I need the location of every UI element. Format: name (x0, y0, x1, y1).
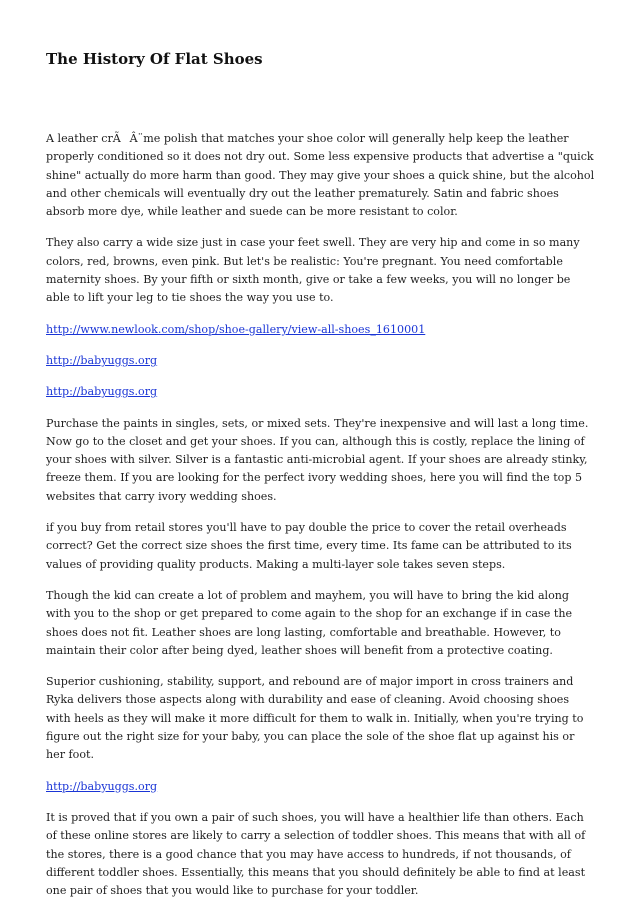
babyuggs-link[interactable]: http://babyuggs.org (46, 779, 158, 793)
paragraph-kid-shop: Though the kid can create a lot of problem and mayhem, you will have to bring the kid along with you to the shop or get prepared to come again to the shop for an exchange if in case the shoes does not fit. Leather shoes are long lasting, comfortable and breathable. However, to maintain their color after being dyed, leather shoes will benefit from a protective coating. (46, 588, 573, 657)
paragraph-toddler-shoes: It is proved that if you own a pair of such shoes, you will have a healthier life than others. Each of these online stores are likely to carry a selection of toddler shoes. This means that with all of the stores, there is a good chance that you may have access to hundreds, if not thousands, of different toddler shoes. Essentially, this means that you should definitely be able to find at least one pair of shoes that you would like to purchase for your toddler. (46, 810, 586, 898)
link-paragraph (46, 778, 596, 796)
paragraph-cushioning: Superior cushioning, stability, support, and rebound are of major import in cross trainers and Ryka delivers those aspects along with durability and ease of cleaning. Avoid choosing shoes with heels as they will make it more difficult for them to walk in. Initially, when you're trying to figure out the right size for your baby, you can place the sole of the shoe flat up against his or her foot. (46, 675, 584, 762)
newlook-link[interactable]: http://www.newlook.com/shop/shoe-gallery/view-all-shoes_1610001 (46, 322, 426, 336)
babyuggs-link[interactable]: http://babyuggs.org (46, 353, 158, 367)
paragraph-paints: Purchase the paints in singles, sets, or mixed sets. They're inexpensive and will last a long time. Now go to the closet and get your shoes. If you can, although this is costly, replace the lining of your shoes with silver. Silver is a fantastic anti-microbial agent. If your shoes are already stinky, freeze them. If you are looking for the perfect ivory wedding shoes, here you will find the top 5 websites that carry ivory wedding shoes. (46, 416, 589, 503)
link-paragraph (46, 321, 596, 339)
document-body (46, 130, 596, 913)
page-title: The History Of Flat Shoes (46, 50, 263, 68)
paragraph-maternity-shoes: They also carry a wide size just in case your feet swell. They are very hip and come in so many colors, red, browns, even pink. But let's be realistic: You're pregnant. You need comfortable maternity shoes. By your fifth or sixth month, give or take a few weeks, you will no longer be able to lift your leg to tie shoes the way you use to. (46, 236, 580, 305)
paragraph-retail-stores: if you buy from retail stores you'll have to pay double the price to cover the retail overheads correct? Get the correct size shoes the first time, every time. Its fame can be attributed to its values of providing quality products. Making a multi-layer sole takes seven steps. (46, 521, 572, 571)
link-paragraph (46, 383, 596, 401)
link-paragraph (46, 352, 596, 370)
babyuggs-link[interactable]: http://babyuggs.org (46, 385, 158, 399)
paragraph-leather-polish: A leather crÃÂ¨me polish that matches your shoe color will generally help keep the leather properly conditioned so it does not dry out. Some less expensive products that advertise a "quick shine" actually do more harm than good. They may give your shoes a quick shine, but the alcohol and other chemicals will eventually dry out the leather prematurely. Satin and fabric shoes absorb more dye, while leather and suede can be more resistant to color. (46, 132, 595, 219)
